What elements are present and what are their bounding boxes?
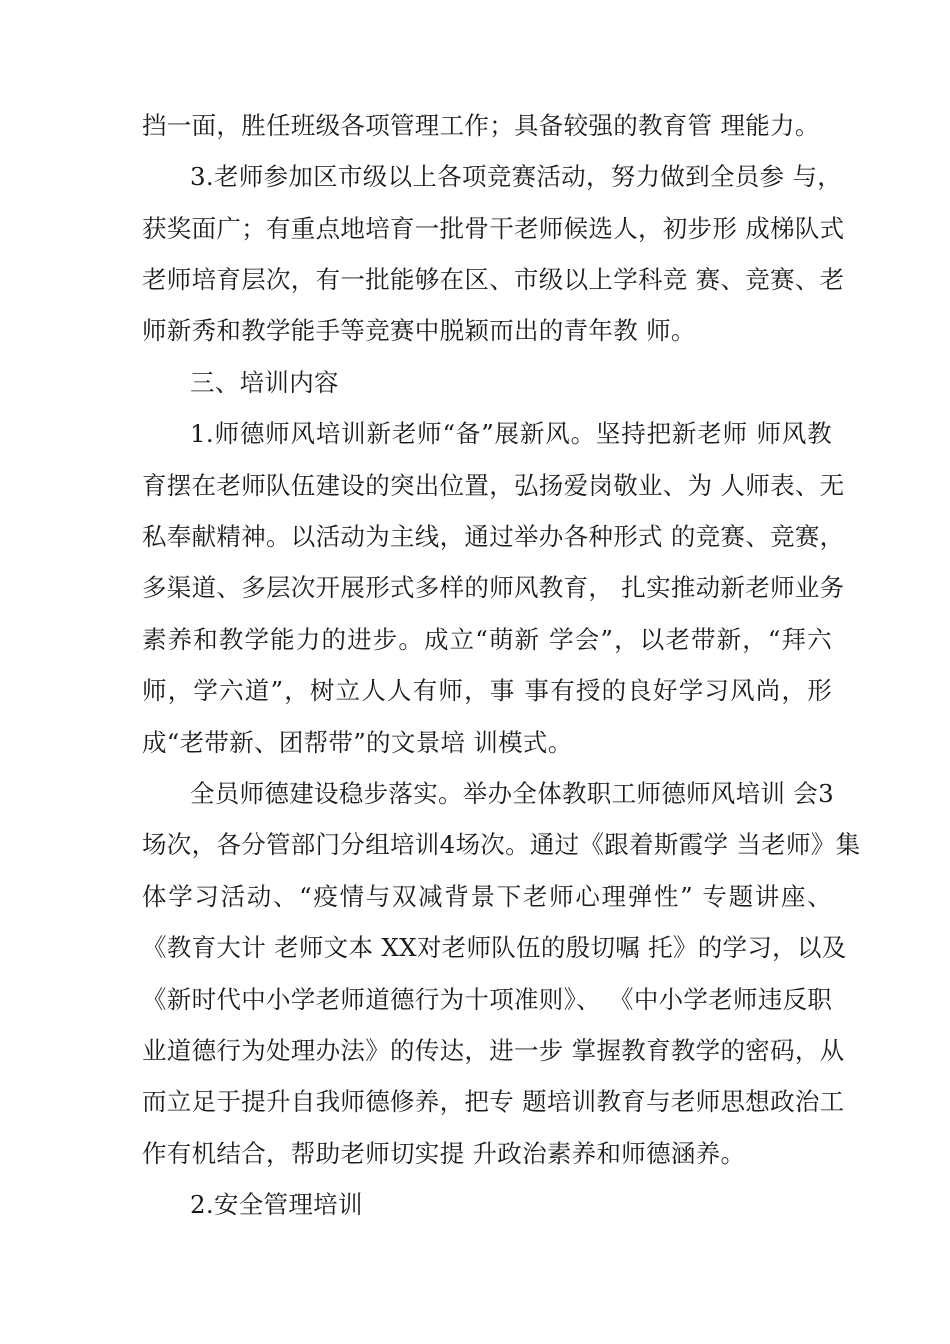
text-line: 《教育大计 老师文本 XX对老师队伍的殷切嘱 托》的学习，以及 (142, 933, 847, 962)
text-line: 1.师德师风培训新老师“备”展新风。坚持把新老师 师风教 (190, 419, 832, 448)
section-heading: 三、培训内容 (190, 368, 339, 397)
text-line: 挡一面，胜任班级各项管理工作；具备较强的教育管 理能力。 (142, 111, 820, 140)
text-line: 获奖面广；有重点地培育一批骨干老师候选人，初步形 成梯队式 (142, 214, 845, 243)
text-line: 全员师德建设稳步落实。举办全体教职工师德师风培训 会3 (190, 779, 834, 808)
text-line: 多渠道、多层次开展形式多样的师风教育， 扎实推动新老师业务 (142, 573, 845, 602)
text-line: 场次，各分管部门分组培训4场次。通过《跟着斯霞学 当老师》集 (142, 830, 861, 859)
text-line: 素养和教学能力的进步。成立“萌新 学会”，以老带新，“拜六 (142, 625, 832, 654)
section-heading: 2.安全管理培训 (190, 1190, 363, 1219)
text-line: 老师培育层次，有一批能够在区、市级以上学科竞 赛、竞赛、老 (142, 265, 845, 294)
text-line: 育摆在老师队伍建设的突出位置，弘扬爱岗敬业、为 人师表、无 (142, 471, 845, 500)
text-line: 师新秀和教学能手等竞赛中脱颖而出的青年教 师。 (142, 316, 696, 345)
text-line: 体学习活动、“疫情与双减背景下老师心理弹性” 专题讲座、 (142, 882, 832, 911)
text-line: 作有机结合，帮助老师切实提 升政治素养和师德涵养。 (142, 1139, 746, 1168)
text-line: 3.老师参加区市级以上各项竞赛活动，努力做到全员参 与， (190, 162, 843, 191)
text-line: 业道德行为处理办法》的传达，进一步 掌握教育教学的密码，从 (142, 1036, 845, 1065)
text-line: 私奉献精神。以活动为主线，通过举办各种形式 的竞赛、竞赛， (142, 522, 845, 551)
text-line: 成“老带新、团帮带”的文景培 训模式。 (142, 728, 573, 757)
text-line: 师，学六道”，树立人人有师，事 事有授的良好学习风尚，形 (142, 676, 832, 705)
text-line: 而立足于提升自我师德修养，把专 题培训教育与老师思想政治工 (142, 1087, 845, 1116)
text-line: 《新时代中小学老师道德行为十项准则》、 《中小学老师违反职 (142, 985, 833, 1014)
